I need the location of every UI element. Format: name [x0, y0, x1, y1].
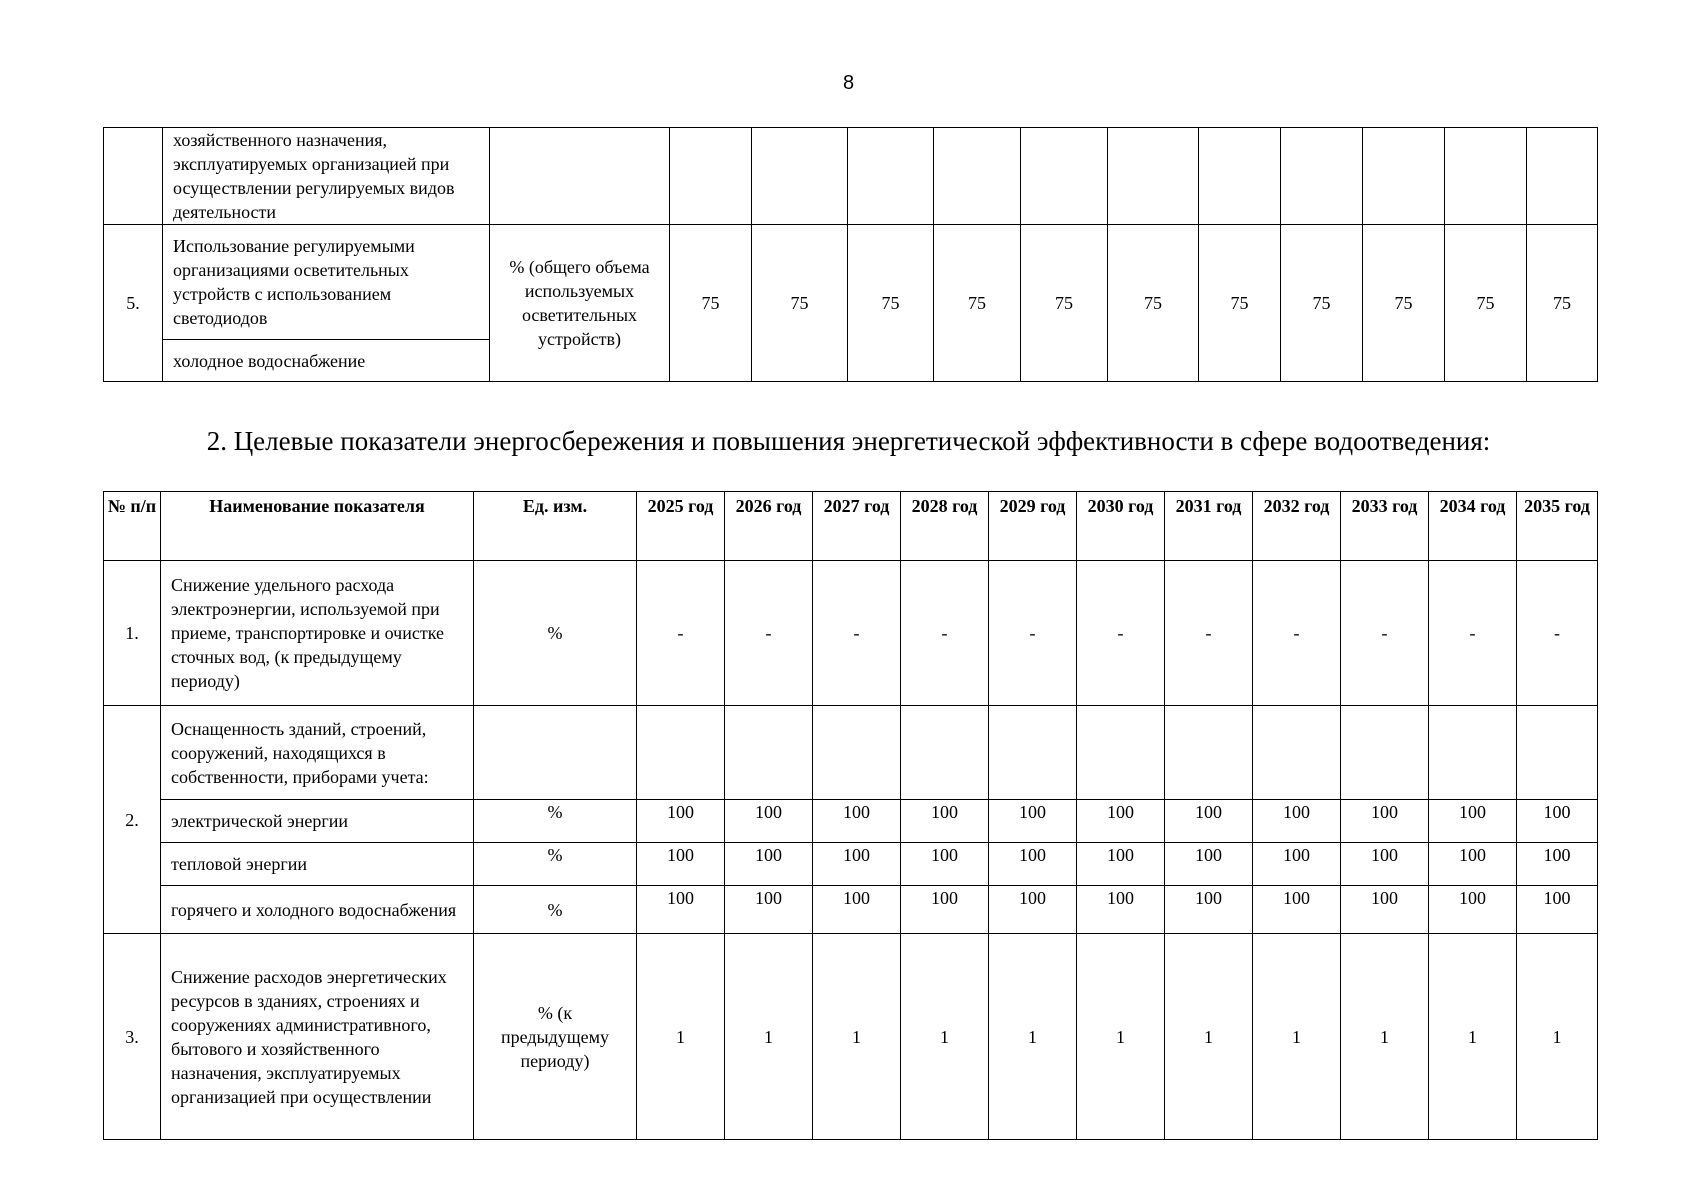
unit-cell	[490, 128, 670, 225]
header-unit: Ед. изм.	[474, 492, 637, 561]
header-year: 2025 год	[637, 492, 725, 561]
header-year: 2034 год	[1429, 492, 1517, 561]
header-name: Наименование показателя	[161, 492, 474, 561]
value-cell: 1	[1077, 934, 1165, 1140]
value-cell: 75	[670, 225, 752, 382]
value-cell: 75	[752, 225, 848, 382]
value-cell: 100	[1165, 843, 1253, 886]
value-cell: 75	[1108, 225, 1199, 382]
value-cell: 100	[1429, 800, 1517, 843]
header-year: 2031 год	[1165, 492, 1253, 561]
value-cell: 1	[637, 934, 725, 1140]
value-cell: -	[1517, 561, 1598, 706]
row-number-cell: 5.	[104, 225, 163, 382]
unit-cell: %	[474, 800, 637, 843]
header-year: 2032 год	[1253, 492, 1341, 561]
table-row	[104, 800, 1598, 843]
value-cell: 1	[1253, 934, 1341, 1140]
row-number-cell	[104, 128, 163, 225]
value-cell: 100	[813, 800, 901, 843]
header-year: 2029 год	[989, 492, 1077, 561]
value-cell: 100	[989, 886, 1077, 934]
value-cell: 100	[1077, 886, 1165, 934]
value-cell: 100	[1517, 800, 1598, 843]
indicator-subname-cell: тепловой энергии	[161, 843, 474, 886]
header-year: 2033 год	[1341, 492, 1429, 561]
value-cell: 1	[1165, 934, 1253, 1140]
value-cell: 1	[1429, 934, 1517, 1140]
value-cell: -	[813, 561, 901, 706]
unit-cell: %	[474, 886, 637, 934]
value-cell: 100	[1165, 800, 1253, 843]
table-row	[104, 706, 1598, 800]
value-cell: -	[637, 561, 725, 706]
table-water-supply-continuation	[103, 127, 1598, 382]
value-cell: 100	[1253, 886, 1341, 934]
value-cell: 100	[1517, 843, 1598, 886]
value-cell: 100	[1429, 886, 1517, 934]
header-num: № п/п	[104, 492, 161, 561]
value-cell: -	[1165, 561, 1253, 706]
value-cell: 100	[1429, 843, 1517, 886]
table-row	[104, 843, 1598, 886]
value-cell: 100	[725, 886, 813, 934]
value-cell: 100	[637, 886, 725, 934]
value-cell: 75	[848, 225, 934, 382]
unit-cell: %	[474, 561, 637, 706]
value-cell: 100	[1517, 886, 1598, 934]
row-number-cell: 3.	[104, 934, 161, 1140]
row-number-cell: 2.	[104, 706, 161, 934]
header-year: 2026 год	[725, 492, 813, 561]
indicator-subname-cell: холодное водоснабжение	[163, 340, 490, 382]
indicator-name-cell: Оснащенность зданий, строений, сооружений, находящихся в собственности, приборами учета:	[161, 706, 474, 800]
table-row	[104, 886, 1598, 934]
table-row	[104, 225, 1598, 340]
value-cell: 100	[637, 800, 725, 843]
value-cell: 75	[1199, 225, 1281, 382]
value-cell: 100	[1253, 843, 1341, 886]
value-cell: 75	[1021, 225, 1108, 382]
value-cell: 100	[813, 886, 901, 934]
table-header-row	[104, 492, 1598, 561]
value-cell: 75	[1527, 225, 1598, 382]
indicator-subname-cell: горячего и холодного водоснабжения	[161, 886, 474, 934]
value-cell: 100	[637, 843, 725, 886]
value-cell: 1	[989, 934, 1077, 1140]
header-year: 2035 год	[1517, 492, 1598, 561]
row-number-cell: 1.	[104, 561, 161, 706]
value-cell: 75	[1363, 225, 1445, 382]
value-cell: -	[1341, 561, 1429, 706]
value-cell: 100	[725, 800, 813, 843]
value-cell: 75	[934, 225, 1021, 382]
value-cell: 75	[1281, 225, 1363, 382]
value-cell: 100	[901, 843, 989, 886]
section-title: 2. Целевые показатели энергосбережения и повышения энергетической эффективности в сфере водоотведения:	[206, 426, 1491, 456]
table-row	[104, 128, 1598, 225]
indicator-name-cell: хозяйственного назначения, эксплуатируемых организацией при осуществлении регулируемых видов деятельности	[163, 128, 490, 225]
table-row	[104, 934, 1598, 1140]
value-cell: 1	[901, 934, 989, 1140]
header-year: 2028 год	[901, 492, 989, 561]
table-row	[104, 561, 1598, 706]
value-cell: 100	[989, 843, 1077, 886]
value-cell: 100	[1341, 886, 1429, 934]
table-wastewater-indicators	[103, 491, 1598, 1140]
indicator-name-cell: Снижение расходов энергетических ресурсов в зданиях, строениях и сооружениях административного, бытового и хозяйственного назначения, эксплуатируемых организацией при осуществлении	[161, 934, 474, 1140]
page-number: 8	[842, 72, 855, 94]
value-cell: -	[725, 561, 813, 706]
value-cell: 1	[1341, 934, 1429, 1140]
value-cell: 100	[901, 800, 989, 843]
value-cell: 100	[813, 843, 901, 886]
value-cell: 100	[1341, 843, 1429, 886]
unit-cell: %	[474, 843, 637, 886]
header-year: 2027 год	[813, 492, 901, 561]
value-cell: 100	[1253, 800, 1341, 843]
value-cell: -	[989, 561, 1077, 706]
value-cell: 100	[1341, 800, 1429, 843]
unit-cell: % (к предыдущему периоду)	[474, 934, 637, 1140]
indicator-subname-cell: электрической энергии	[161, 800, 474, 843]
value-cell: 1	[1517, 934, 1598, 1140]
value-cell: -	[1077, 561, 1165, 706]
indicator-name-cell: Использование регулируемыми организациями осветительных устройств с использованием светодиодов	[163, 225, 490, 340]
indicator-name-cell: Снижение удельного расхода электроэнергии, используемой при приеме, транспортировке и очистке сточных вод, (к предыдущему периоду)	[161, 561, 474, 706]
header-year: 2030 год	[1077, 492, 1165, 561]
unit-cell: % (общего объема используемых осветительных устройств)	[490, 225, 670, 382]
value-cell: 75	[1445, 225, 1527, 382]
value-cell: -	[1429, 561, 1517, 706]
value-cell: 100	[989, 800, 1077, 843]
value-cell: -	[901, 561, 989, 706]
value-cell: 1	[813, 934, 901, 1140]
value-cell: 1	[725, 934, 813, 1140]
value-cell: 100	[901, 886, 989, 934]
value-cell: -	[1253, 561, 1341, 706]
value-cell: 100	[1077, 843, 1165, 886]
value-cell: 100	[725, 843, 813, 886]
value-cell: 100	[1077, 800, 1165, 843]
value-cell: 100	[1165, 886, 1253, 934]
